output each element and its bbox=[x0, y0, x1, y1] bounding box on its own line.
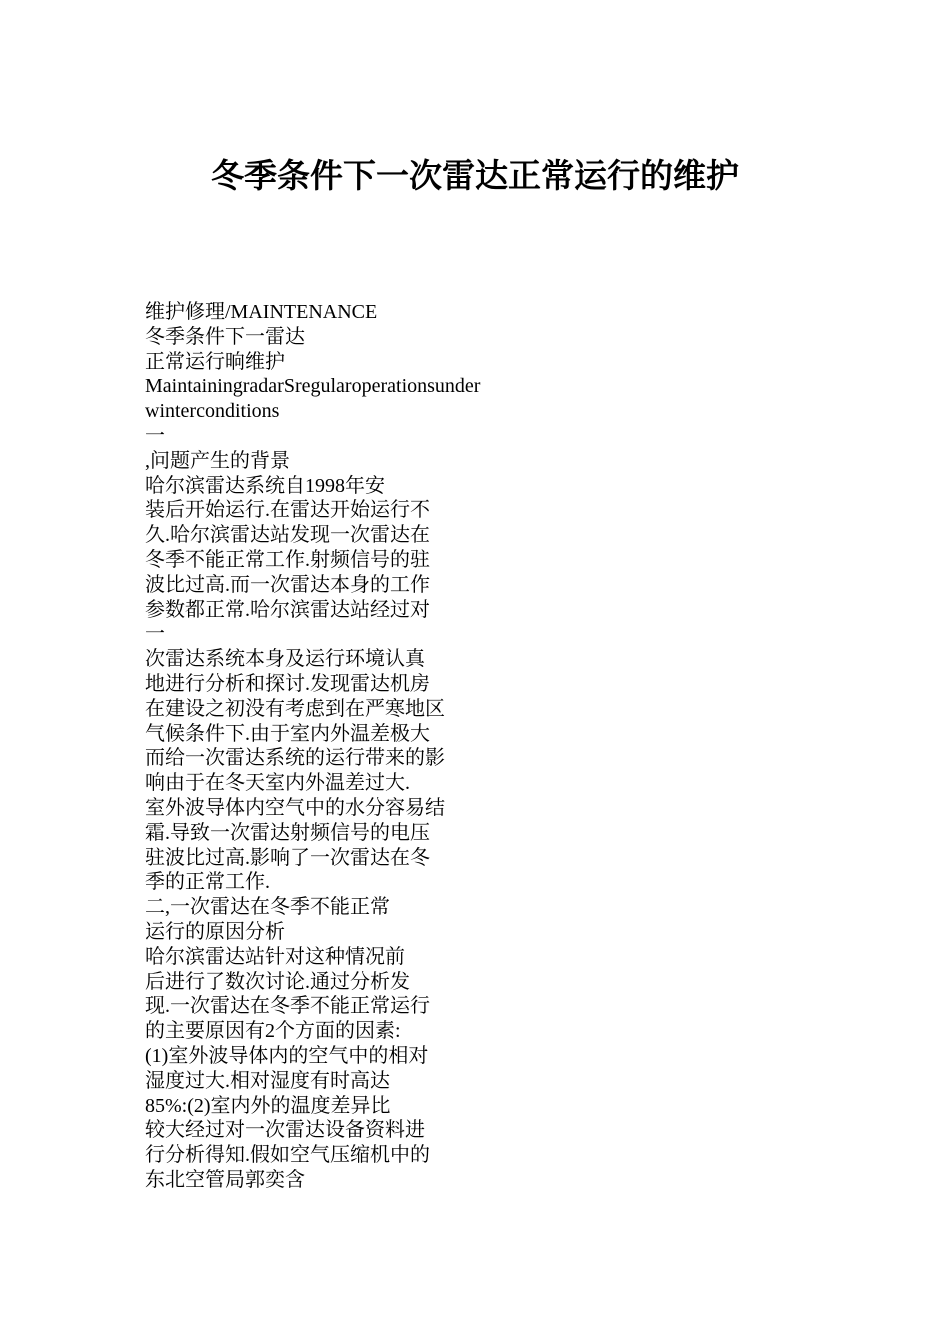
text-line: MaintainingradarSregularoperationsunder bbox=[145, 375, 481, 398]
text-line: winterconditions bbox=[145, 400, 280, 423]
text-line: 在建设之初没有考虑到在严寒地区 bbox=[145, 697, 445, 720]
text-line: 现.一次雷达在冬季不能正常运行 bbox=[145, 995, 430, 1018]
text-line: 室外波导体内空气中的水分容易结 bbox=[145, 796, 445, 819]
author-line: 东北空管局郭奕含 bbox=[145, 1168, 305, 1191]
document-title: 冬季条件下一次雷达正常运行的维护 bbox=[211, 156, 739, 195]
text-line: 次雷达系统本身及运行环境认真 bbox=[145, 648, 425, 671]
text-line: 维护修理/MAINTENANCE bbox=[145, 301, 378, 323]
text-line: 二,一次雷达在冬季不能正常 bbox=[145, 896, 390, 919]
text-line: 85%:(2)室内外的温度差异比 bbox=[145, 1094, 391, 1117]
text-line: 湿度过大.相对湿度有时高达 bbox=[145, 1069, 390, 1092]
text-line: 气候条件下.由于室内外温差极大 bbox=[145, 722, 430, 745]
text-line: 久.哈尔滨雷达站发现一次雷达在 bbox=[145, 524, 430, 547]
text-line: 一 bbox=[145, 424, 165, 447]
text-line: 响由于在冬天室内外温差过大. bbox=[145, 772, 410, 795]
text-line: 哈尔滨雷达站针对这种情况前 bbox=[145, 945, 405, 968]
text-line: 霜.导致一次雷达射频信号的电压 bbox=[145, 821, 430, 844]
text-line: 后进行了数次讨论.通过分析发 bbox=[145, 970, 410, 993]
text-line: 运行的原因分析 bbox=[145, 920, 285, 943]
document-body bbox=[145, 300, 785, 1193]
text-line: 哈尔滨雷达系统自1998年安 bbox=[145, 474, 385, 497]
text-line: 而给一次雷达系统的运行带来的影 bbox=[145, 747, 445, 770]
text-line: 冬季条件下一雷达 bbox=[145, 325, 305, 348]
text-line: ,问题产生的背景 bbox=[145, 449, 290, 472]
text-line: 季的正常工作. bbox=[145, 871, 270, 894]
text-line: 参数都正常.哈尔滨雷达站经过对 bbox=[145, 598, 430, 621]
text-line: 较大经过对一次雷达设备资料进 bbox=[145, 1119, 425, 1142]
text-line: 装后开始运行.在雷达开始运行不 bbox=[145, 499, 430, 522]
text-line: 正常运行晌维护 bbox=[145, 350, 285, 373]
text-line: 的主要原因有2个方面的因素: bbox=[145, 1020, 401, 1043]
text-line: 冬季不能正常工作.射频信号的驻 bbox=[145, 548, 430, 571]
text-line: (1)室外波导体内的空气中的相对 bbox=[145, 1044, 429, 1067]
text-line: 波比过高.而一次雷达本身的工作 bbox=[145, 573, 430, 596]
text-line: 驻波比过高.影响了一次雷达在冬 bbox=[145, 846, 430, 869]
text-line: 地进行分析和探讨.发现雷达机房 bbox=[145, 672, 430, 695]
text-line: 一 bbox=[145, 623, 165, 646]
text-line: 行分析得知.假如空气压缩机中的 bbox=[145, 1144, 430, 1167]
